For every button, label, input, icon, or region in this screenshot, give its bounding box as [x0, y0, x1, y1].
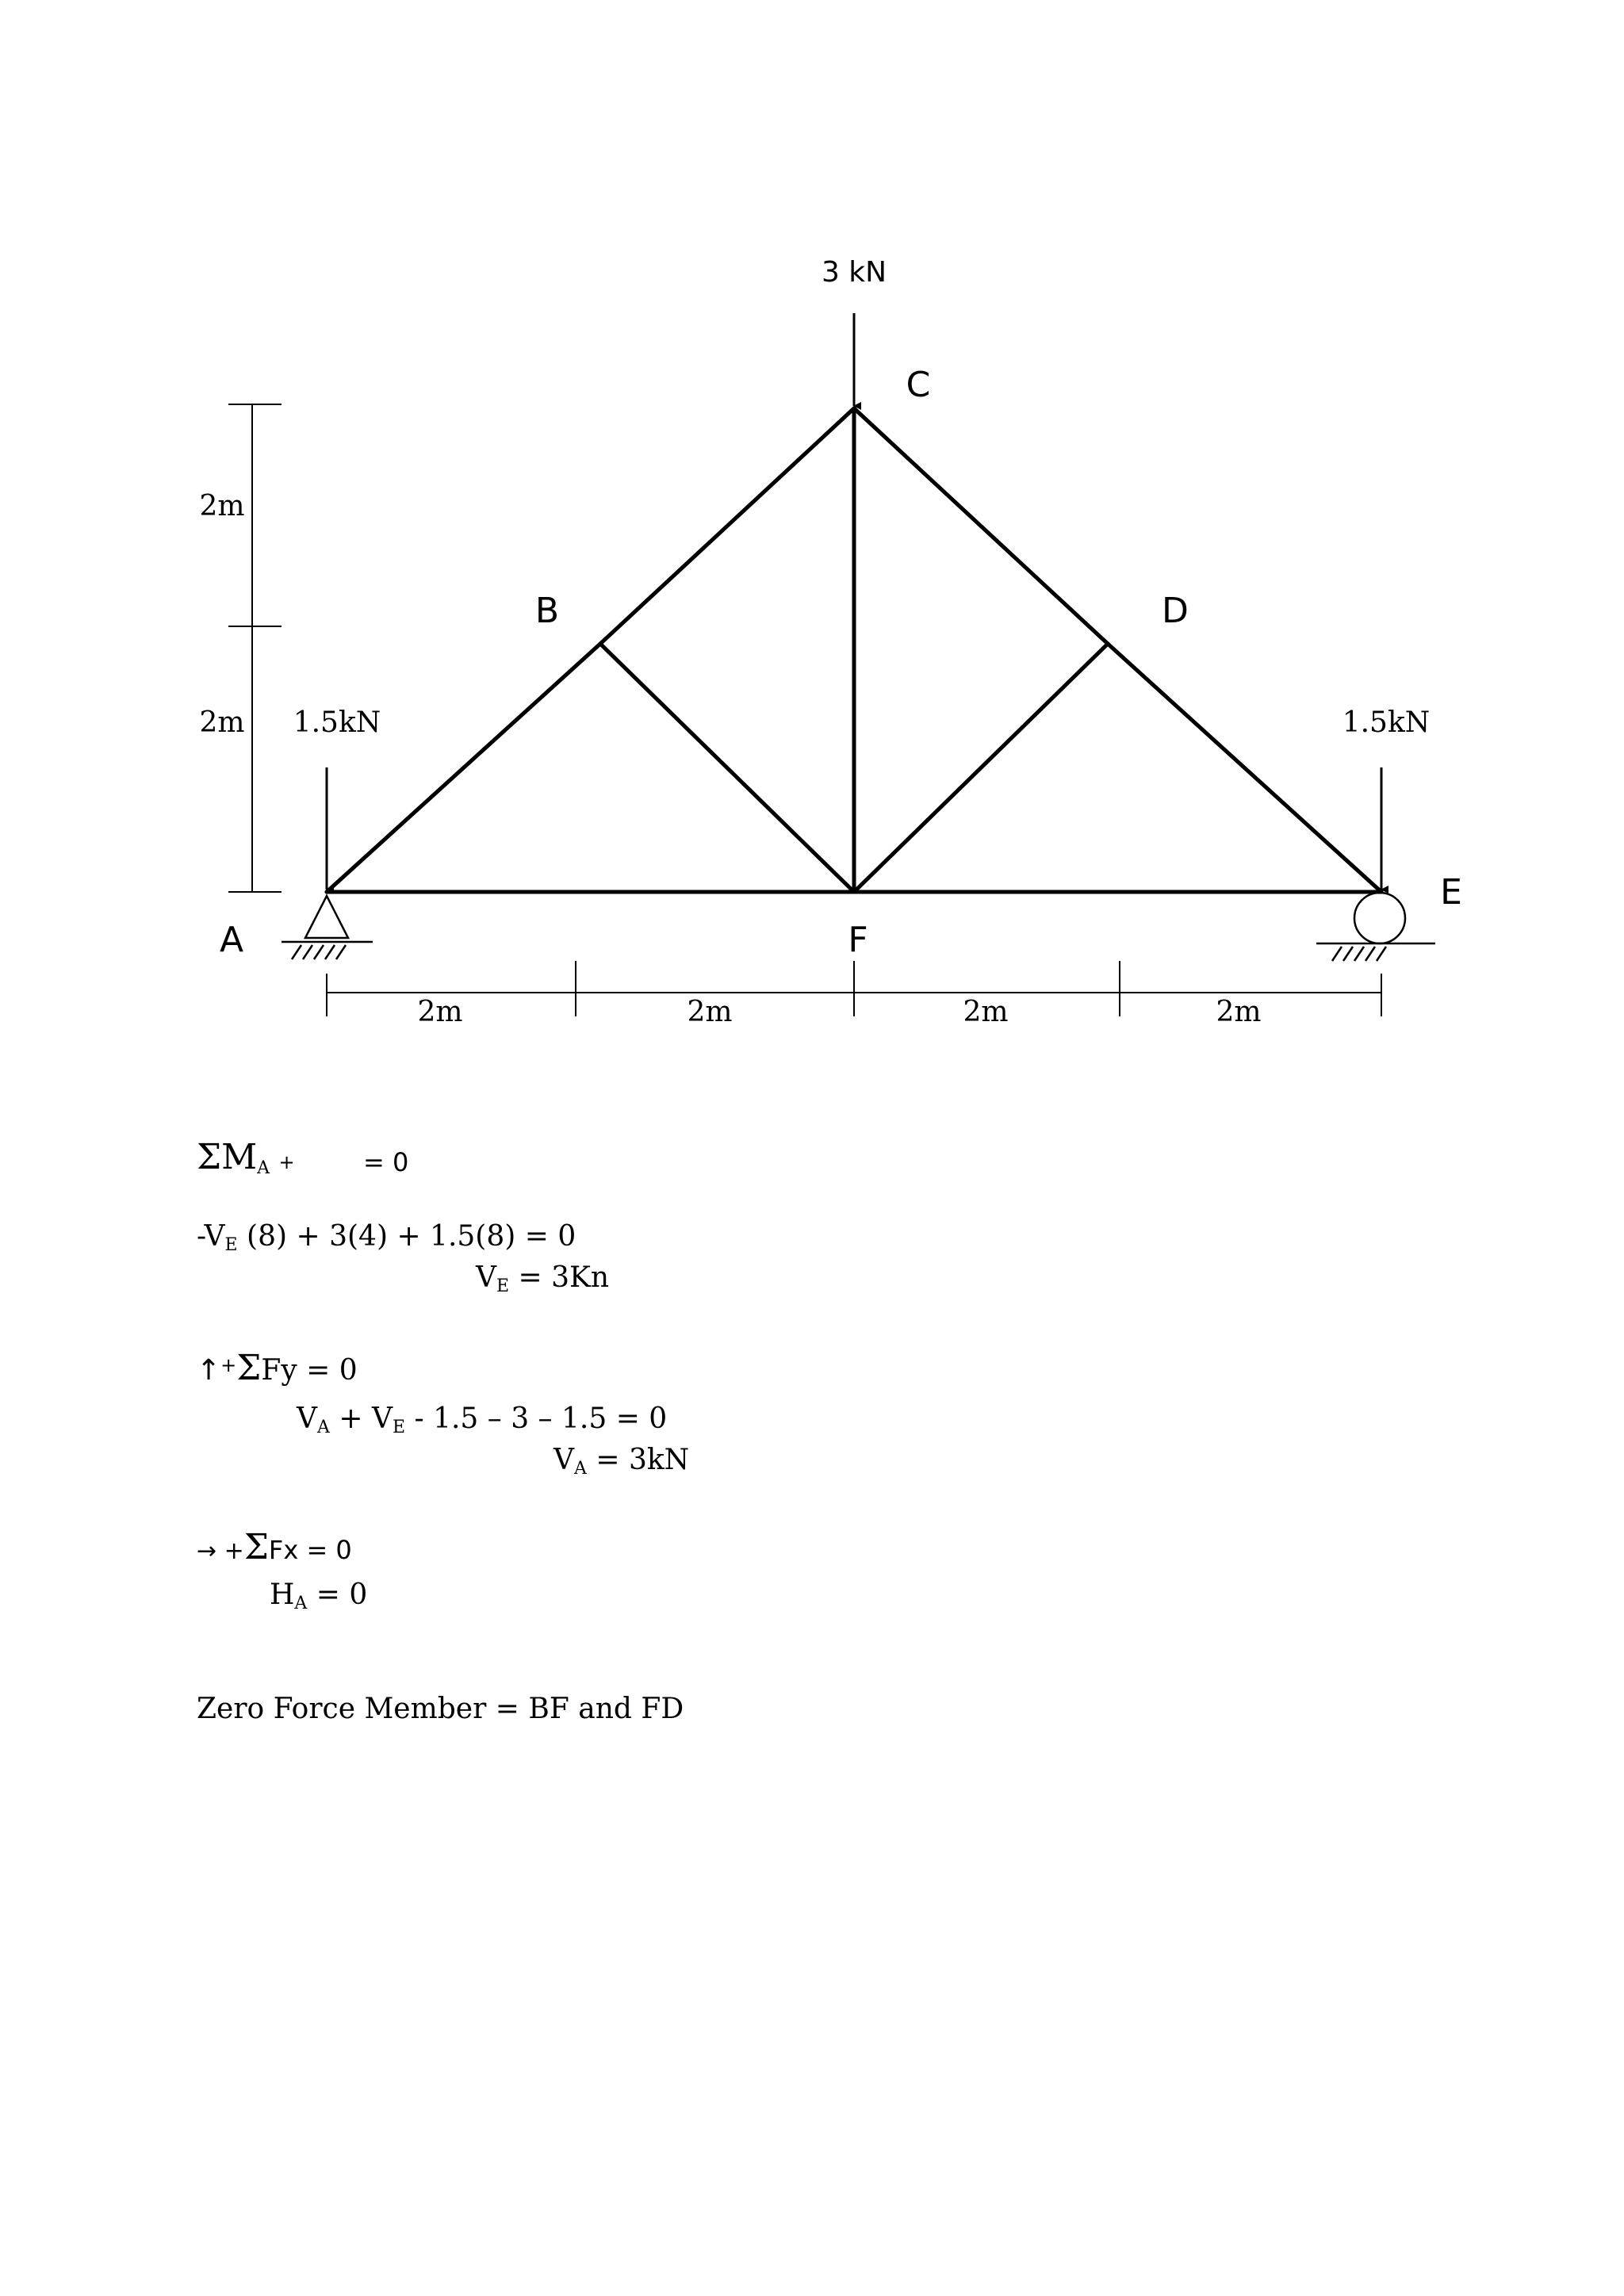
moment-plus: + — [278, 1151, 295, 1173]
member-bf — [600, 644, 854, 892]
node-label-e: E — [1440, 872, 1462, 913]
eq1-prefix: -V — [197, 1220, 225, 1253]
fx-arrow: → + — [197, 1537, 244, 1565]
pin-support-a — [282, 896, 373, 959]
eq1-sub: E — [224, 1235, 238, 1255]
vertical-dimension — [228, 404, 282, 892]
node-label-f: F — [848, 920, 868, 960]
truss-diagram — [0, 0, 1624, 1110]
roller-support-e — [1316, 893, 1435, 961]
member-cd — [854, 408, 1108, 644]
member-bc — [600, 408, 854, 644]
left-load-label: 1.5kN — [293, 706, 381, 739]
va-sub: A — [574, 1459, 587, 1479]
zero-force-member: Zero Force Member = BF and FD — [197, 1693, 684, 1725]
eq2-va: V — [297, 1402, 317, 1435]
fy-arrow: ↑ — [197, 1354, 221, 1387]
moment-eq-zero: = 0 — [363, 1147, 409, 1177]
fx-sigma: Σ — [243, 1527, 269, 1567]
fy-rest: Fy = 0 — [261, 1354, 358, 1387]
node-label-c: C — [906, 365, 931, 405]
ve-result — [476, 1262, 609, 1303]
right-load-label: 1.5kN — [1342, 706, 1431, 739]
fx-rest: Fx = 0 — [268, 1535, 352, 1565]
ha-h: H — [270, 1578, 295, 1611]
horizontal-dim-label-2: 2m — [687, 996, 733, 1028]
ve-sub: E — [496, 1276, 510, 1296]
node-label-d: D — [1162, 591, 1189, 631]
ha-sub: A — [294, 1594, 308, 1613]
eq2-rest: - 1.5 – 3 – 1.5 = 0 — [405, 1402, 668, 1435]
ve-v: V — [476, 1261, 496, 1294]
eq1-rest: (8) + 3(4) + 1.5(8) = 0 — [237, 1220, 576, 1253]
fy-plus: + — [220, 1354, 237, 1376]
ha-result — [270, 1579, 367, 1620]
eq2-mid: + V — [329, 1402, 393, 1435]
horizontal-dim-label-1: 2m — [417, 996, 463, 1028]
horizontal-force-equilibrium — [197, 1527, 352, 1567]
eq2-va-sub: A — [317, 1418, 330, 1437]
ha-rest: = 0 — [307, 1578, 368, 1611]
moment-sum-subscript: A — [257, 1158, 270, 1178]
node-label-b: B — [534, 591, 560, 631]
member-df — [854, 644, 1108, 892]
eq2-ve-sub: E — [392, 1418, 406, 1437]
vertical-force-equilibrium — [197, 1349, 358, 1387]
va-result — [553, 1445, 689, 1485]
vertical-dim-label-upper: 2m — [199, 490, 245, 522]
member-de — [1108, 644, 1381, 892]
va-rest: = 3kN — [586, 1444, 690, 1476]
fy-sigma: Σ — [236, 1348, 262, 1388]
horizontal-dim-label-4: 2m — [1216, 996, 1262, 1028]
va-v: V — [553, 1444, 574, 1476]
moment-sum-symbol: ΣM — [197, 1137, 258, 1177]
moment-equilibrium — [197, 1137, 295, 1184]
node-label-a: A — [219, 920, 244, 960]
moment-equation — [197, 1221, 576, 1261]
top-load-label: 3 kN — [821, 256, 887, 289]
horizontal-dim-label-3: 2m — [963, 996, 1009, 1028]
ve-rest: = 3Kn — [509, 1261, 610, 1294]
vertical-dim-label-lower: 2m — [199, 706, 245, 739]
vertical-force-equation — [297, 1403, 667, 1444]
member-ab — [327, 644, 600, 892]
